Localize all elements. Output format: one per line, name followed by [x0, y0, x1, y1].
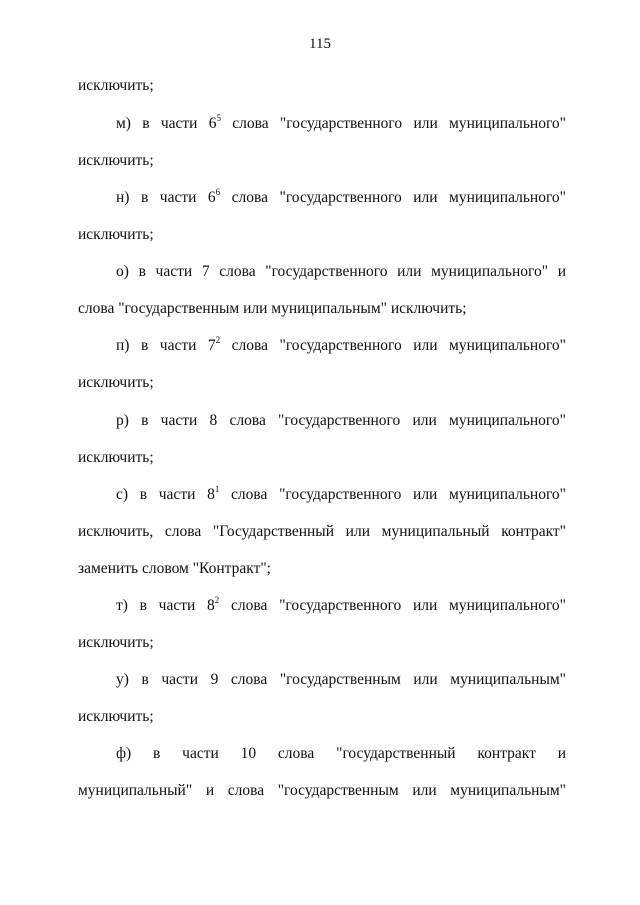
text-line: исключить; [78, 449, 154, 466]
text-line: исключить; [78, 226, 154, 243]
text-line: исключить; [78, 77, 154, 94]
superscript: 1 [214, 483, 220, 494]
line-text-part: п) в части 7 [116, 337, 216, 354]
line-text-part: н) в части 6 [116, 189, 216, 206]
superscript: 2 [214, 594, 220, 605]
superscript: 5 [216, 112, 222, 123]
text-line: у) в части 9 слова "государственным или муниципальным" [116, 671, 566, 688]
text-line: заменить словом "Контракт"; [78, 560, 271, 577]
text-line: р) в части 8 слова "государственного или муниципального" [116, 412, 566, 429]
text-line [116, 336, 566, 356]
text-line: муниципальный" и слова "государственным или муниципальным" [78, 782, 566, 799]
line-text-part: слова "государственного или муниципального" [220, 337, 566, 354]
text-line [116, 485, 566, 505]
text-line: исключить; [78, 634, 154, 651]
text-line: ф) в части 10 слова "государственный контракт и [116, 745, 566, 762]
text-line: о) в части 7 слова "государственного или муниципального" и [116, 263, 566, 280]
text-line [116, 188, 566, 208]
text-line: исключить; [78, 708, 154, 725]
text-line [116, 596, 566, 616]
line-text-part: слова "государственного или муниципального" [220, 189, 566, 206]
text-line [116, 114, 566, 134]
line-text-part: слова "государственного или муниципального" [219, 597, 566, 614]
page-number: 115 [309, 36, 331, 52]
text-line: исключить; [78, 152, 154, 169]
text-line: исключить, слова "Государственный или муниципальный контракт" [78, 523, 566, 540]
superscript: 2 [215, 334, 221, 345]
line-text-part: м) в части 6 [116, 115, 217, 132]
line-text-part: т) в части 8 [116, 597, 215, 614]
text-line: слова "государственным или муниципальным" исключить; [78, 300, 467, 317]
line-text-part: с) в части 8 [116, 486, 215, 503]
line-text-part: слова "государственного или муниципального" [219, 486, 566, 503]
line-text-part: слова "государственного или муниципального" [221, 115, 566, 132]
text-line: исключить; [78, 374, 154, 391]
superscript: 6 [215, 186, 221, 197]
